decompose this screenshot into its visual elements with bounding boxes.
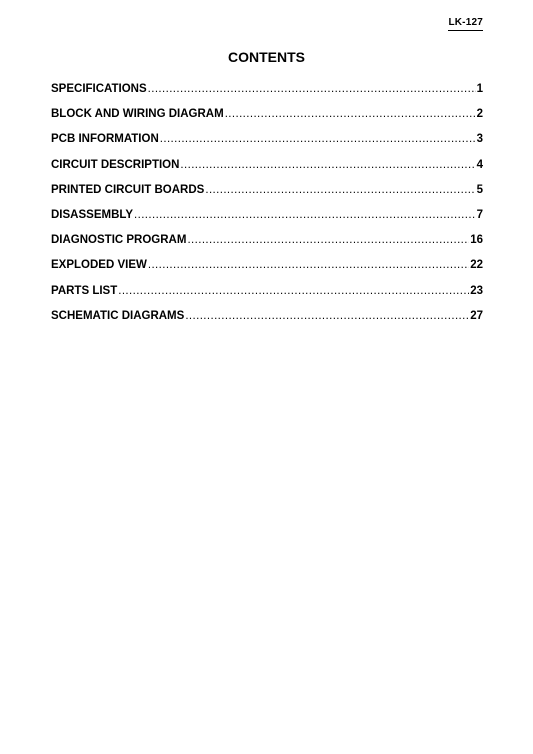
toc-entry-circuit-description[interactable]	[51, 156, 483, 181]
toc-entry-label: CIRCUIT DESCRIPTION	[51, 158, 180, 171]
toc-entry-exploded-view[interactable]	[51, 256, 483, 281]
toc-entry-label: EXPLODED VIEW	[51, 259, 147, 272]
dot-leader	[180, 156, 475, 174]
toc-entry-label: BLOCK AND WIRING DIAGRAM	[51, 108, 224, 121]
toc-entry-label: PARTS LIST	[51, 284, 118, 297]
toc-entry-schematic-diagrams[interactable]	[51, 307, 483, 332]
toc-entry-page: 16	[470, 234, 483, 247]
toc-entry-specifications[interactable]	[51, 80, 483, 105]
toc-entry-label: SPECIFICATIONS	[51, 83, 147, 95]
toc-entry-page: 23	[470, 284, 483, 297]
toc-entry-page: 3	[476, 133, 483, 146]
toc-entry-pcb-information[interactable]	[51, 130, 483, 155]
toc-entry-page: 5	[476, 183, 483, 196]
dot-leader	[185, 307, 469, 325]
toc-entry-label: PRINTED CIRCUIT BOARDS	[51, 183, 205, 196]
toc-entry-page: 2	[476, 108, 483, 121]
toc-entry-disassembly[interactable]	[51, 206, 483, 231]
toc-entry-label: DIAGNOSTIC PROGRAM	[51, 234, 187, 247]
dot-leader	[187, 231, 469, 249]
dot-leader	[225, 105, 476, 123]
page-title: CONTENTS	[228, 49, 305, 65]
dot-leader	[160, 130, 476, 148]
toc-entry-page: 1	[476, 83, 483, 95]
toc-entry-page: 27	[470, 309, 483, 322]
toc-entry-page: 4	[476, 158, 483, 171]
toc-entry-printed-circuit-boards[interactable]	[51, 181, 483, 206]
toc-entry-label: PCB INFORMATION	[51, 133, 159, 146]
toc-entry-page: 7	[476, 208, 483, 221]
dot-leader	[148, 80, 476, 98]
model-code: LK-127	[448, 17, 483, 31]
dot-leader	[134, 206, 476, 224]
toc-entry-label: DISASSEMBLY	[51, 208, 134, 221]
toc-entry-page: 22	[470, 259, 483, 272]
toc-entry-block-and-wiring-diagram[interactable]	[51, 105, 483, 130]
dot-leader	[205, 181, 475, 199]
toc-entry-diagnostic-program[interactable]	[51, 231, 483, 256]
toc-entry-parts-list[interactable]	[51, 282, 483, 307]
dot-leader	[118, 282, 469, 300]
dot-leader	[148, 256, 469, 274]
table-of-contents	[51, 80, 483, 332]
toc-entry-label: SCHEMATIC DIAGRAMS	[51, 309, 185, 322]
